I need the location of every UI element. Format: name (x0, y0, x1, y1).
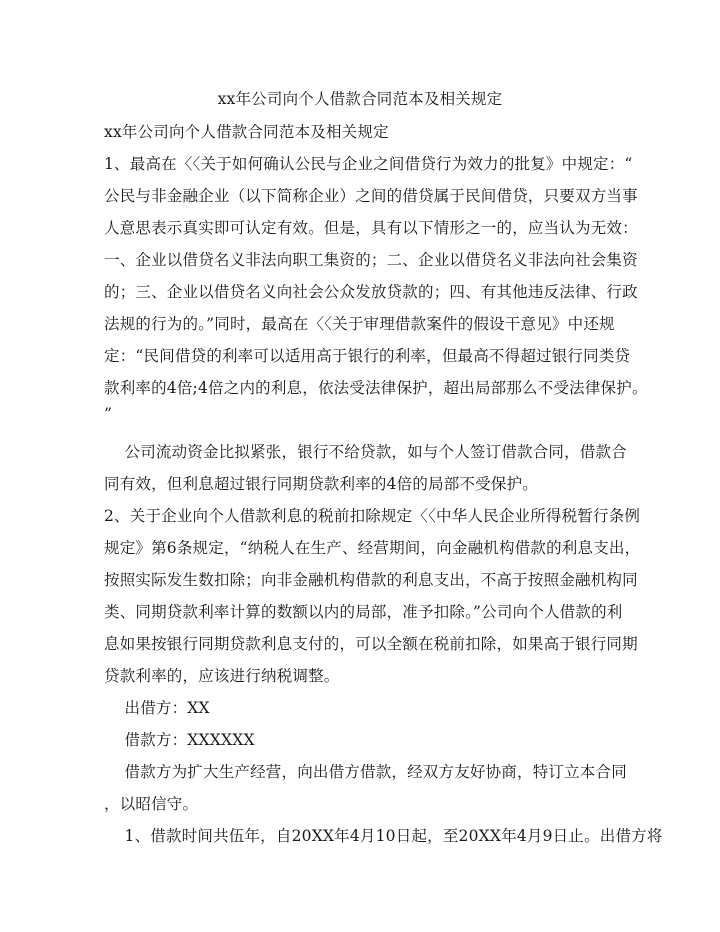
text-line: 法规的行为的。”同时，最高在〈〈关于审理借款案件的假设干意见》中还规 (104, 315, 615, 333)
text-line: ，以昭信守。 (104, 795, 199, 813)
text-line: 定：“民间借贷的利率可以适用高于银行的利率，但最高不得超过银行同类贷 (104, 347, 631, 365)
text-line: 借款方：XXXXXX (104, 731, 255, 749)
text-line: 1、最高在〈〈关于如何确认公民与企业之间借贷行为效力的批复》中规定：“ (104, 155, 633, 173)
text-line: 出借方：XX (104, 699, 210, 717)
text-line: 款利率的4倍;4倍之内的利息，依法受法律保护，超出局部那么不受法律保护。 (104, 379, 648, 397)
text-line: 规定》第6条规定，“纳税人在生产、经营期间，向金融机构借款的利息支出， (104, 539, 641, 557)
text-line: 公民与非金融企业（以下简称企业）之间的借贷属于民间借贷，只要双方当事 (104, 187, 638, 205)
text-line: ” (104, 405, 113, 423)
document-title: xx年公司向个人借款合同范本及相关规定 (217, 90, 503, 108)
text-line: 类、同期贷款利率计算的数额以内的局部，准予扣除。”公司向个人借款的利 (104, 603, 623, 621)
text-line: 2、关于企业向个人借款利息的税前扣除规定〈〈中华人民企业所得税暂行条例 (104, 507, 641, 525)
text-line: 借款方为扩大生产经营，向出借方借款，经双方友好协商，特订立本合同 (104, 763, 627, 781)
text-line: 一、企业以借贷名义非法向职工集资的；二、企业以借贷名义非法向社会集资 (104, 251, 638, 269)
text-line: xx年公司向个人借款合同范本及相关规定 (104, 123, 389, 141)
text-line: 的；三、企业以借贷名义向社会公众发放贷款的；四、有其他违反法律、行政 (104, 283, 638, 301)
text-line: 按照实际发生数扣除；向非金融机构借款的利息支出，不高于按照金融机构同 (104, 571, 638, 589)
text-line: 公司流动资金比拟紧张，银行不给贷款，如与个人签订借款合同，借款合 (104, 443, 627, 461)
text-line: 贷款利率的，应该进行纳税调整。 (104, 667, 340, 685)
text-line: 人意思表示真实即可认定有效。但是，具有以下情形之一的，应当认为无效： (104, 219, 638, 237)
text-line: 1、借款时间共伍年，自20XX年4月10日起，至20XX年4月9日止。出借方将 (104, 827, 663, 845)
text-line: 同有效，但利息超过银行同期贷款利率的4倍的局部不受保护。 (104, 475, 538, 493)
text-line: 息如果按银行同期贷款利息支付的，可以全额在税前扣除，如果高于银行同期 (104, 635, 638, 653)
